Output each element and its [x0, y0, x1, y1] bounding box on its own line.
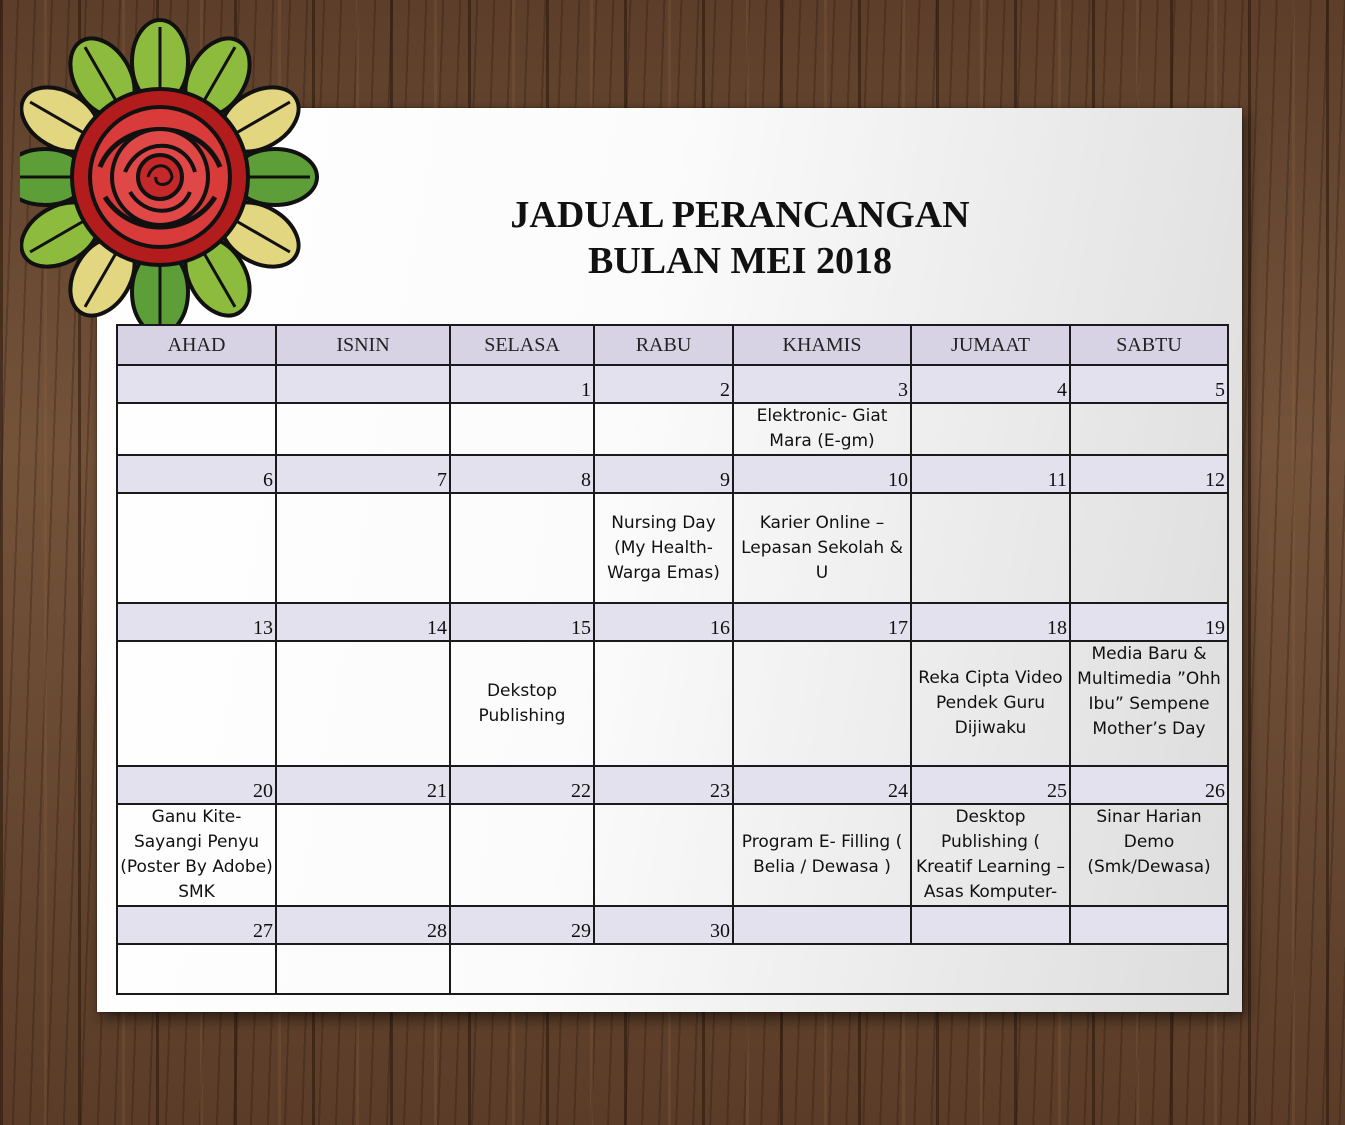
date-number-row	[117, 906, 1228, 944]
date-number: 16	[594, 603, 733, 641]
event-cell	[117, 403, 276, 455]
event-row	[117, 493, 1228, 603]
event-cell	[117, 944, 276, 994]
event-cell: Karier Online – Lepasan Sekolah & U	[733, 493, 911, 603]
date-number: 17	[733, 603, 911, 641]
date-number: 22	[450, 766, 594, 804]
date-number: 30	[594, 906, 733, 944]
date-number: 10	[733, 455, 911, 493]
date-number: 3	[733, 365, 911, 403]
date-number-row	[117, 365, 1228, 403]
event-cell	[911, 403, 1070, 455]
title-line-1: JADUAL PERANCANGAN	[510, 194, 970, 236]
event-row	[117, 403, 1228, 455]
date-number: 13	[117, 603, 276, 641]
event-cell	[276, 641, 450, 766]
date-number: 25	[911, 766, 1070, 804]
event-cell	[276, 944, 450, 994]
event-cell: Desktop Publishing ( Kreatif Learning – Asas Komputer-	[911, 804, 1070, 906]
date-number: 14	[276, 603, 450, 641]
event-cell	[450, 493, 594, 603]
event-cell: Program E- Filling ( Belia / Dewasa )	[733, 804, 911, 906]
date-number	[911, 906, 1070, 944]
event-cell	[1070, 403, 1228, 455]
weekday-header: SABTU	[1070, 325, 1228, 365]
event-cell	[594, 641, 733, 766]
date-number: 27	[117, 906, 276, 944]
event-cell	[276, 403, 450, 455]
weekday-header: SELASA	[450, 325, 594, 365]
date-number: 11	[911, 455, 1070, 493]
date-number: 15	[450, 603, 594, 641]
event-cell: Sinar Harian Demo (Smk/Dewasa)	[1070, 804, 1228, 906]
event-cell: Ganu Kite- Sayangi Penyu (Poster By Adobe) SMK	[117, 804, 276, 906]
event-cell: Dekstop Publishing	[450, 641, 594, 766]
date-number: 20	[117, 766, 276, 804]
event-cell: Reka Cipta Video Pendek Guru Dijiwaku	[911, 641, 1070, 766]
rose-icon	[20, 12, 320, 332]
date-number: 4	[911, 365, 1070, 403]
event-cell	[1070, 493, 1228, 603]
event-row	[117, 641, 1228, 766]
event-cell	[450, 804, 594, 906]
weekday-header: KHAMIS	[733, 325, 911, 365]
date-number	[1070, 906, 1228, 944]
date-number	[276, 365, 450, 403]
page-title	[440, 192, 1040, 284]
date-number	[117, 365, 276, 403]
date-number: 28	[276, 906, 450, 944]
date-number: 19	[1070, 603, 1228, 641]
date-number: 1	[450, 365, 594, 403]
event-cell: Nursing Day (My Health- Warga Emas)	[594, 493, 733, 603]
event-cell: Media Baru & Multimedia ”Ohh Ibu” Sempene Mother’s Day	[1070, 641, 1228, 766]
date-number-row	[117, 603, 1228, 641]
date-number: 7	[276, 455, 450, 493]
event-cell	[450, 403, 594, 455]
date-number: 12	[1070, 455, 1228, 493]
weekday-header: AHAD	[117, 325, 276, 365]
calendar-table	[116, 324, 1229, 995]
event-cell	[733, 641, 911, 766]
date-number-row	[117, 455, 1228, 493]
event-cell	[594, 804, 733, 906]
weekday-header: JUMAAT	[911, 325, 1070, 365]
event-row	[117, 944, 1228, 994]
weekday-header: ISNIN	[276, 325, 450, 365]
date-number: 5	[1070, 365, 1228, 403]
event-cell-merged	[450, 944, 1228, 994]
date-number: 21	[276, 766, 450, 804]
date-number: 9	[594, 455, 733, 493]
date-number: 24	[733, 766, 911, 804]
weekday-header: RABU	[594, 325, 733, 365]
date-number: 6	[117, 455, 276, 493]
date-number	[733, 906, 911, 944]
event-cell	[276, 493, 450, 603]
date-number: 29	[450, 906, 594, 944]
event-cell	[117, 493, 276, 603]
event-cell	[276, 804, 450, 906]
event-cell: Elektronic- Giat Mara (E-gm)	[733, 403, 911, 455]
weekday-header-row	[117, 325, 1228, 365]
event-cell	[117, 641, 276, 766]
event-cell	[594, 403, 733, 455]
date-number: 2	[594, 365, 733, 403]
event-cell	[911, 493, 1070, 603]
date-number: 18	[911, 603, 1070, 641]
date-number: 26	[1070, 766, 1228, 804]
date-number: 23	[594, 766, 733, 804]
event-row	[117, 804, 1228, 906]
title-line-2: BULAN MEI 2018	[587, 240, 893, 282]
date-number: 8	[450, 455, 594, 493]
date-number-row	[117, 766, 1228, 804]
